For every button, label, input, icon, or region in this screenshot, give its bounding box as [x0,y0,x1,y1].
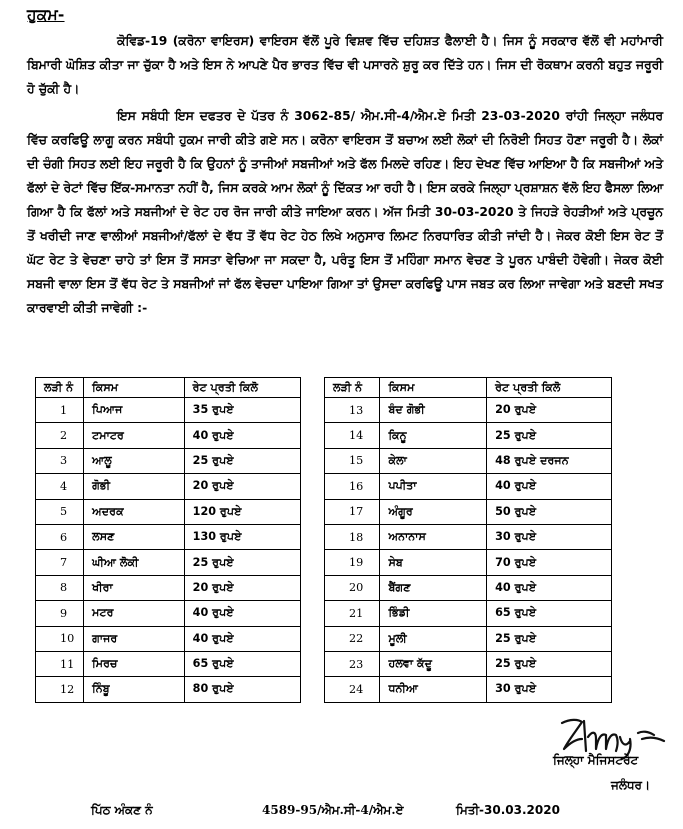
item-rate-left: 25 ਰੁਪਏ [184,550,301,575]
table-row [36,423,612,448]
serial-number-left: 12 [36,677,84,702]
item-rate-left: 40 ਰੁਪਏ [184,601,301,626]
item-rate-left: 80 ਰੁਪਏ [184,677,301,702]
item-rate-right: 30 ਰੁਪਏ [487,677,612,702]
item-name-right: ਪਪੀਤਾ [380,474,487,499]
table-row [36,499,612,524]
item-rate-left: 120 ਰੁਪਏ [184,499,301,524]
item-rate-left: 25 ਰੁਪਏ [184,448,301,473]
table-row [36,524,612,549]
item-name-left: ਗੋਭੀ [84,474,185,499]
item-name-left: ਨਿੰਬੂ [84,677,185,702]
item-name-right: ਹਲਵਾ ਕੱਦੂ [380,651,487,676]
table-row [36,474,612,499]
table-gap [301,448,325,473]
endorsement-number: 4589-95/ਐਮ.ਸੀ-4/ਐਮ.ਏ [262,803,404,817]
serial-number-right: 14 [325,423,380,448]
order-paragraph [27,104,663,320]
header-item-right: ਕਿਸਮ [380,378,487,398]
item-name-left: ਮਟਰ [84,601,185,626]
signatory-title: ਜਿਲ੍ਹਾ ਮੈਜਿਸਟਰੇਟ [553,753,639,767]
item-rate-right: 70 ਰੁਪਏ [487,550,612,575]
serial-number-right: 21 [325,601,380,626]
table-gap [301,499,325,524]
item-name-left: ਪਿਆਜ [84,398,185,423]
serial-number-left: 7 [36,550,84,575]
item-name-right: ਅੰਗੂਰ [380,499,487,524]
serial-number-right: 18 [325,524,380,549]
serial-number-left: 10 [36,626,84,651]
header-rate-right: ਰੇਟ ਪ੍ਰਤੀ ਕਿਲੋ [487,378,612,398]
table-gap [301,423,325,448]
item-name-right: ਭਿੰਡੀ [380,601,487,626]
item-rate-left: 35 ਰੁਪਏ [184,398,301,423]
serial-number-right: 22 [325,626,380,651]
item-name-left: ਘੀਆ ਲੋਕੀ [84,550,185,575]
serial-number-left: 1 [36,398,84,423]
table-gap [301,524,325,549]
item-rate-right: 50 ਰੁਪਏ [487,499,612,524]
table-row [36,651,612,676]
intro-paragraph-text: ਕੋਵਿਡ-19 (ਕਰੋਨਾ ਵਾਇਰਸ) ਵਾਇਰਸ ਵੱਲੋਂ ਪੂਰੇ ਵਿਸ਼ਵ ਵਿੱਚ ਦਹਿਸ਼ਤ ਫੈਲਾਈ ਹੈ। ਜਿਸ ਨੂੰ ਸਰਕਾਰ ਵੱਲੋਂ ਵੀ ਮਹਾਂਮਾਰੀ ਬਿਮਾਰੀ ਘੋਸ਼ਿਤ ਕੀਤਾ ਜਾ ਚੁੱਕਾ ਹੈ ਅਤੇ ਇਸ ਨੇ ਆਪਣੇ ਪੈਰ ਭਾਰਤ ਵਿੱਚ ਵੀ ਪਸਾਰਨੇ ਸ਼ੁਰੂ ਕਰ ਦਿੱਤੇ ਹਨ। ਜਿਸ ਦੀ ਰੋਕਥਾਮ ਕਰਨੀ ਬਹੁਤ ਜਰੂਰੀ ਹੋ ਚੁੱਕੀ ਹੈ। [27,34,663,96]
serial-number-right: 13 [325,398,380,423]
serial-number-left: 2 [36,423,84,448]
serial-number-left: 6 [36,524,84,549]
item-rate-right: 40 ਰੁਪਏ [487,474,612,499]
serial-number-left: 4 [36,474,84,499]
serial-number-right: 19 [325,550,380,575]
item-name-left: ਆਲੂ [84,448,185,473]
table-row [36,626,612,651]
serial-number-left: 11 [36,651,84,676]
table-row [36,550,612,575]
item-rate-right: 25 ਰੁਪਏ [487,651,612,676]
table-gap [301,398,325,423]
table-row [36,677,612,702]
price-table [35,377,612,703]
table-row [36,398,612,423]
item-name-right: ਕਿਨੂ [380,423,487,448]
item-rate-left: 20 ਰੁਪਏ [184,474,301,499]
serial-number-right: 23 [325,651,380,676]
item-name-left: ਮਿਰਚ [84,651,185,676]
order-heading: ਹੁਕਮ- [27,6,65,24]
item-rate-right: 65 ਰੁਪਏ [487,601,612,626]
item-name-left: ਗਾਜਰ [84,626,185,651]
item-name-right: ਸੇਬ [380,550,487,575]
item-name-right: ਮੂਲੀ [380,626,487,651]
item-rate-left: 40 ਰੁਪਏ [184,626,301,651]
item-name-right: ਧਨੀਆ [380,677,487,702]
table-gap [301,677,325,702]
item-rate-left: 65 ਰੁਪਏ [184,651,301,676]
item-rate-right: 40 ਰੁਪਏ [487,575,612,600]
endorsement-date: ਮਿਤੀ-30.03.2020 [456,803,560,817]
signatory-place: ਜਲੰਧਰ। [611,778,651,792]
serial-number-right: 15 [325,448,380,473]
item-name-right: ਕੇਲਾ [380,448,487,473]
order-paragraph-text: ਇਸ ਸਬੰਧੀ ਇਸ ਦਫਤਰ ਦੇ ਪੱਤਰ ਨੰ 3062-85/ ਐਮ.ਸੀ-4/ਐਮ.ਏ ਮਿਤੀ 23-03-2020 ਰਾਂਹੀ ਜਿਲ੍ਹਾ ਜਲੰਧਰ ਵਿੱਚ ਕਰਫਿਊ ਲਾਗੂ ਕਰਨ ਸਬੰਧੀ ਹੁਕਮ ਜਾਰੀ ਕੀਤੇ ਗਏ ਸਨ। ਕਰੋਨਾ ਵਾਇਰਸ ਤੋਂ ਬਚਾਅ ਲਈ ਲੋਕਾਂ ਦੀ ਨਿਰੋਈ ਸਿਹਤ ਹੋਣਾ ਜਰੂਰੀ ਹੈ। ਲੋਕਾਂ ਦੀ ਚੰਗੀ ਸਿਹਤ ਲਈ ਇਹ ਜਰੂਰੀ ਹੈ ਕਿ ਉਹਨਾਂ ਨੂੰ ਤਾਜੀਆਂ ਸਬਜੀਆਂ ਅਤੇ ਫੱਲ ਮਿਲਦੇ ਰਹਿਣ। ਇਹ ਦੇਖਣ ਵਿੱਚ ਆਇਆ ਹੈ ਕਿ ਸਬਜੀਆਂ ਅਤੇ ਫੱਲਾਂ ਦੇ ਰੇਟਾਂ ਵਿੱਚ ਇੱਕ-ਸਮਾਨਤਾ ਨਹੀਂ ਹੈ, ਜਿਸ ਕਰਕੇ ਆਮ ਲੋਕਾਂ ਨੂੰ ਦਿੱਕਤ ਆ ਰਹੀ ਹੈ। ਇਸ ਕਰਕੇ ਜਿਲ੍ਹਾ ਪ੍ਰਸ਼ਾਸ਼ਨ ਵੱਲੋ ਇਹ ਫੈਸਲਾ ਲਿਆ ਗਿਆ ਹੈ ਕਿ ਫੱਲਾਂ ਅਤੇ ਸਬਜੀਆਂ ਦੇ ਰੇਟ ਹਰ ਰੋਜ ਜਾਰੀ ਕੀਤੇ ਜਾਇਆ ਕਰਨ। ਅੱਜ ਮਿਤੀ 30-03-2020 ਤੇ ਜਿਹੜੇ ਰੇਹੜੀਆਂ ਅਤੇ ਪ੍ਰਚੂਨ ਤੋਂ ਖਰੀਦੀ ਜਾਣ ਵਾਲੀਆਂ ਸਬਜੀਆਂ/ਫੱਲਾਂ ਦੇ ਵੱਧ ਤੋਂ ਵੱਧ ਰੇਟ ਹੇਠ ਲਿਖੇ ਅਨੁਸਾਰ ਲਿਮਟ ਨਿਰਧਾਰਿਤ ਕੀਤੀ ਜਾਂਦੀ ਹੈ। ਜੇਕਰ ਕੋਈ ਇਸ ਰੇਟ ਤੋਂ ਘੱਟ ਰੇਟ ਤੇ ਵੇਚਣਾ ਚਾਹੇ ਤਾਂ ਇਸ ਤੋਂ ਸਸਤਾ ਵੇਚਿਆ ਜਾ ਸਕਦਾ ਹੈ, ਪਰੰਤੂ ਇਸ ਤੋਂ ਮਹਿੰਗਾ ਸਮਾਨ ਵੇਚਣ ਤੇ ਪੂਰਨ ਪਾਬੰਦੀ ਹੋਵੇਗੀ। ਜੇਕਰ ਕੋਈ ਸਬਜੀ ਵਾਲਾ ਇਸ ਤੋਂ ਵੱਧ ਰੇਟ ਤੇ ਸਬਜੀਆਂ ਜਾਂ ਫੱਲ ਵੇਚਦਾ ਪਾਇਆ ਗਿਆ ਤਾਂ ਉਸਦਾ ਕਰਫਿਊ ਪਾਸ ਜਬਤ ਕਰ ਲਿਆ ਜਾਵੇਗਾ ਅਤੇ ਬਣਦੀ ਸਖਤ ਕਾਰਵਾਈ ਕੀਤੀ ਜਾਵੇਗੀ :- [27,109,663,315]
item-name-left: ਲਸਣ [84,524,185,549]
item-rate-left: 20 ਰੁਪਏ [184,575,301,600]
header-serial-right: ਲੜੀ ਨੰ [325,378,380,398]
item-name-left: ਅਦਰਕ [84,499,185,524]
item-rate-right: 25 ਰੁਪਏ [487,423,612,448]
item-rate-left: 130 ਰੁਪਏ [184,524,301,549]
table-row [36,601,612,626]
table-gap [301,474,325,499]
item-rate-right: 30 ਰੁਪਏ [487,524,612,549]
item-name-right: ਬੰਦ ਗੋਭੀ [380,398,487,423]
item-name-left: ਟਮਾਟਰ [84,423,185,448]
item-rate-right: 20 ਰੁਪਏ [487,398,612,423]
endorsement-label: ਪਿੱਠ ਅੰਕਣ ਨੰ [91,803,153,817]
header-rate-left: ਰੇਟ ਪ੍ਰਤੀ ਕਿਲੋ [184,378,301,398]
serial-number-right: 24 [325,677,380,702]
item-name-right: ਬੈਂਗਣ [380,575,487,600]
table-row [36,448,612,473]
serial-number-right: 20 [325,575,380,600]
intro-paragraph [27,29,663,101]
header-item-left: ਕਿਸਮ [84,378,185,398]
table-row [36,575,612,600]
item-name-right: ਅਨਾਨਾਸ [380,524,487,549]
serial-number-right: 16 [325,474,380,499]
serial-number-left: 9 [36,601,84,626]
table-gap [301,601,325,626]
header-serial-left: ਲੜੀ ਨੰ [36,378,84,398]
item-rate-right: 25 ਰੁਪਏ [487,626,612,651]
serial-number-left: 3 [36,448,84,473]
serial-number-left: 5 [36,499,84,524]
table-gap [301,626,325,651]
table-gap [301,550,325,575]
item-rate-right: 48 ਰੁਪਏ ਦਰਜਨ [487,448,612,473]
table-gap [301,651,325,676]
table-header-row [36,378,612,398]
serial-number-left: 8 [36,575,84,600]
item-name-left: ਖੀਰਾ [84,575,185,600]
table-gap [301,378,325,398]
table-gap [301,575,325,600]
serial-number-right: 17 [325,499,380,524]
item-rate-left: 40 ਰੁਪਏ [184,423,301,448]
